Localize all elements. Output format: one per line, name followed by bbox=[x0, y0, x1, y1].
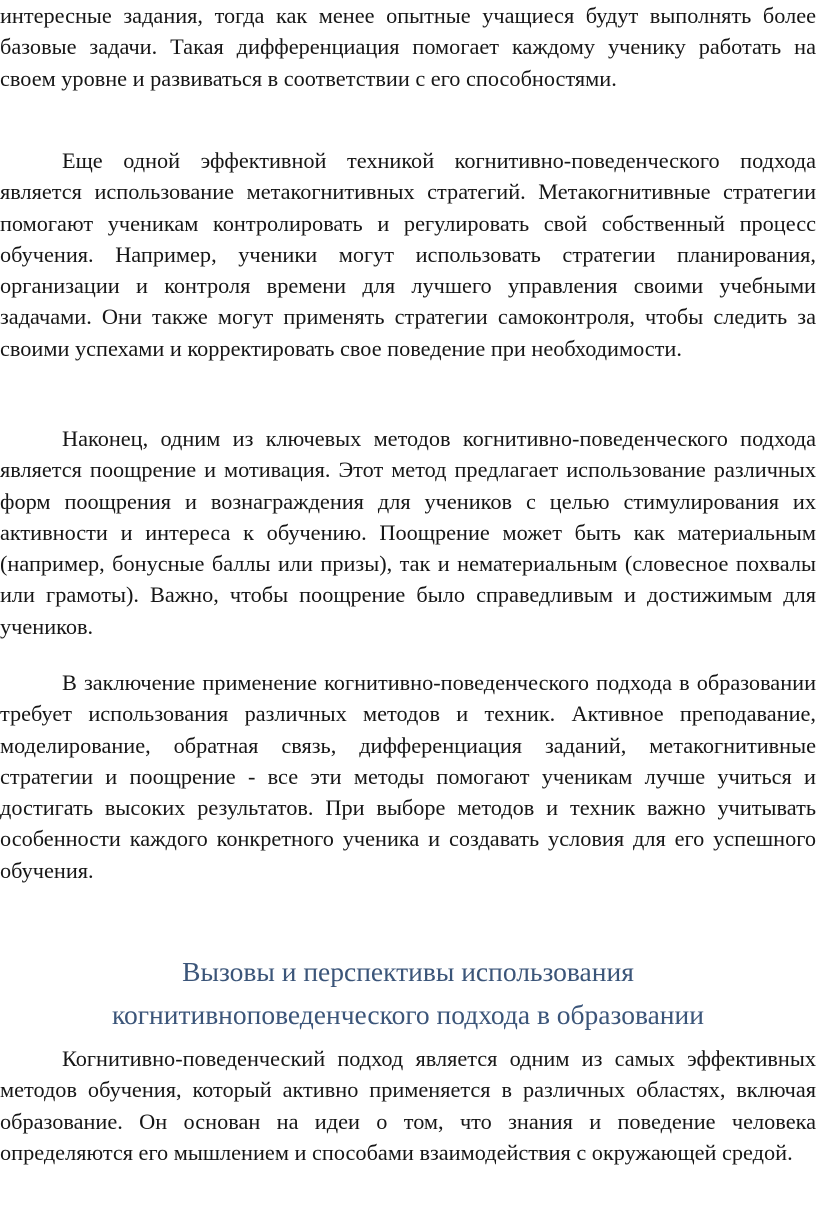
paragraph-cbt-introduction: Когнитивно-поведенческий подход является одним из самых эффективных методов обучения, который активно применяется в различных областях, включая образование. Он основан на идеи о том, что знания и поведение человека определяются его мышлением и способами взаимодействия с окружающей средой. bbox=[0, 1046, 816, 1165]
paragraph-conclusion: В заключение применение когнитивно-поведенческого подхода в образовании требует использования различных методов и техник. Активное преподавание, моделирование, обратная связь, дифференциация заданий, метакогнитивные стратегии и поощрение - все эти методы помогают ученикам лучше учиться и достигать высоких результатов. При выборе методов и техник важно учитывать особенности каждого конкретного ученика и создавать условия для его успешного обучения. bbox=[0, 670, 816, 883]
section-heading-line-2: когнитивноповеденческого подхода в образовании bbox=[112, 999, 704, 1030]
section-heading bbox=[0, 950, 816, 1036]
paragraph-differentiation-end: интересные задания, тогда как менее опытные учащиеся будут выполнять более базовые задачи. Такая дифференциация помогает каждому ученику работать на своем уровне и развиваться в соответствии с его способностями. bbox=[0, 3, 816, 91]
section-heading-line-1: Вызовы и перспективы использования bbox=[182, 956, 634, 987]
paragraph-metacognitive-strategies: Еще одной эффективной техникой когнитивно-поведенческого подхода является использование метакогнитивных стратегий. Метакогнитивные стратегии помогают ученикам контролировать и регулировать свой собственный процесс обучения. Например, ученики могут использовать стратегии планирования, организации и контроля времени для лучшего управления своими учебными задачами. Они также могут применять стратегии самоконтроля, чтобы следить за своими успехами и корректировать свое поведение при необходимости. bbox=[0, 148, 816, 361]
paragraph-encouragement-motivation: Наконец, одним из ключевых методов когнитивно-поведенческого подхода является поощрение и мотивация. Этот метод предлагает использование различных форм поощрения и вознаграждения для учеников с целью стимулирования их активности и интереса к обучению. Поощрение может быть как материальным (например, бонусные баллы или призы), так и нематериальным (словесное похвалы или грамоты). Важно, чтобы поощрение было справедливым и достижимым для учеников. bbox=[0, 426, 816, 639]
